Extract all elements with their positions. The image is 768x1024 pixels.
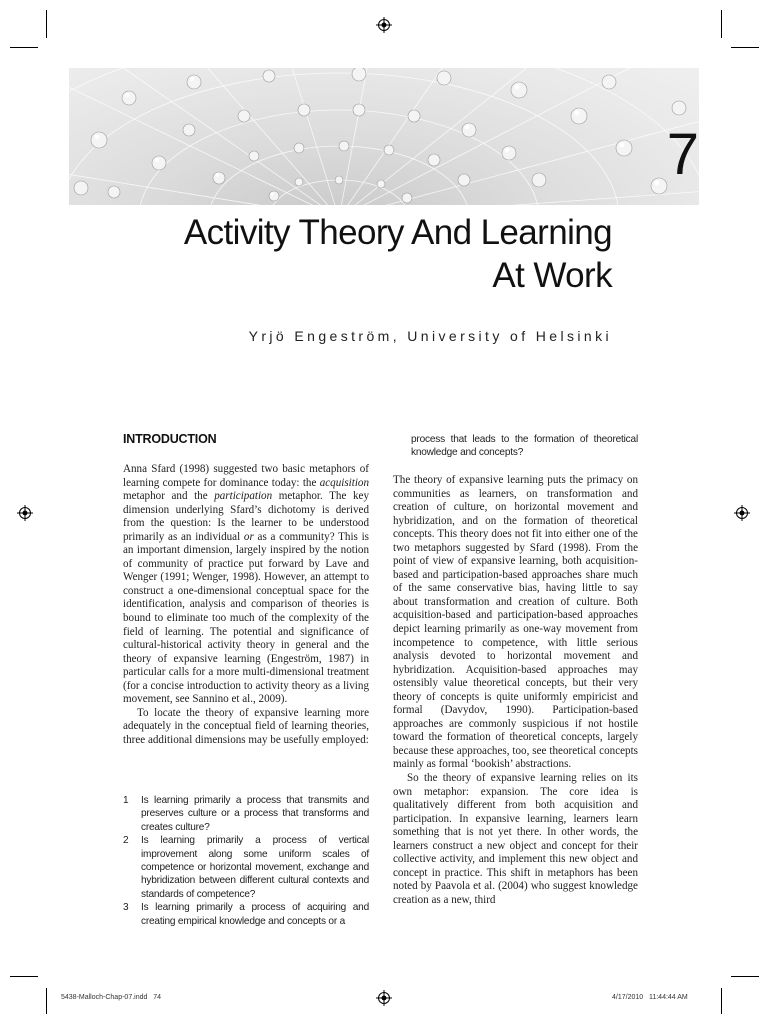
list-item	[393, 433, 638, 460]
column-left	[123, 463, 369, 747]
chapter-title-line: Activity Theory And Learning	[183, 213, 612, 252]
list-item	[123, 901, 369, 928]
chapter-title	[92, 211, 612, 297]
trim-mark	[10, 976, 38, 977]
trim-mark	[10, 47, 38, 48]
droplet-web-image	[69, 68, 699, 205]
paragraph	[123, 463, 369, 707]
numbered-list	[123, 794, 369, 928]
list-text: Is learning primarily a process of acquiring and creating empirical knowledge and concepts or a	[141, 902, 369, 927]
paragraph: So the theory of expansive learning relies on its own metaphor: expansion. The core idea is qualitatively different from both acquisition and participation. In expansive learning, learners learn something that is not yet there. In other words, the learners construct a new object and concept for their collective activity, and implement this new object and concept in practice. This shift in metaphors has been noted by Paavola et al. (2004) who suggest knowledge creation as a new, third	[393, 772, 638, 906]
trim-mark	[731, 47, 759, 48]
registration-mark-icon	[734, 505, 750, 521]
trim-mark	[46, 10, 47, 38]
chapter-banner	[69, 68, 699, 205]
trim-mark	[721, 988, 722, 1014]
registration-mark-icon	[376, 990, 392, 1006]
trim-mark	[46, 988, 47, 1014]
list-number: 3	[123, 902, 129, 914]
chapter-title-line: At Work	[492, 256, 612, 295]
list-continuation	[393, 433, 638, 460]
paragraph: To locate the theory of expansive learning more adequately in the conceptual field of learning theories, three additional dimensions may be usefully employed:	[123, 706, 369, 746]
list-number: 2	[123, 835, 129, 847]
footer-file-slug: 5438-Malloch-Chap-07.indd 74	[61, 994, 162, 1001]
list-number: 1	[123, 795, 129, 806]
list-item	[123, 834, 369, 901]
footer-timestamp: 4/17/2010 11:44:44 AM	[612, 994, 688, 1001]
paragraph: The theory of expansive learning puts the primacy on communities as learners, on transformation and creation of culture, on horizontal movement and hybridization, and on the formation of theoretical concepts. This theory does not fit into either one of the two metaphors suggested by Sfard (1998). From the point of view of expansive learning, both acquisition-based and participation-based approaches share much of the same conservative bias, having little to say about transformation and creation of culture. Both acquisition-based and participation-based approaches depict learning primarily as one-way movement from incompetence to competence, with little serious analysis devoted to horizontal movement and hybridization. Acquisition-based approaches may ostensibly value theoretical concepts, but their very theory of concepts is quite uniformly empiricist and formal (Davydov, 1990). Participation-based approaches are commonly suspicious if not hostile toward the formation of theoretical concepts, largely because these approaches, too, see theoretical concepts mainly as formal ‘bookish’ abstractions.	[393, 474, 638, 771]
trim-mark	[721, 10, 722, 38]
registration-mark-icon	[17, 505, 33, 521]
list-text: process that leads to the formation of theoretical knowledge and concepts?	[411, 434, 638, 459]
registration-mark-icon	[376, 17, 392, 33]
section-heading: INTRODUCTION	[123, 432, 217, 446]
list-text: Is learning primarily a process that transmits and preserves culture or a process that transforms and creates culture?	[141, 795, 369, 833]
column-right	[393, 474, 638, 908]
list-item	[123, 794, 369, 834]
trim-mark	[731, 976, 759, 977]
author-line: Yrjö Engeström, University of Helsinki	[248, 328, 612, 344]
chapter-number: 7	[666, 122, 698, 187]
paragraph-text: Anna Sfard (1998) suggested two basic metaphors of learning compete for dominance today: the acquisition metaphor and the participation metaphor. The key dimension underlying Sfard’s dichotomy is derived from the question: Is the learner to be understood primarily as an individual or as a community? This is an important dimension, largely inspired by the notion of community of practice put forward by Lave and Wenger (1991; Wenger, 1998). However, an attempt to construct a one-dimensional conceptual space for the identification, analysis and comparison of theories is bound to eliminate too much of the complexity of the field of learning. The potential and significance of cultural-historical activity theory in general and the theory of expansive learning (Engeström, 1987) in particular calls for a more multi-dimensional treatment (for a concise introduction to activity theory as a living movement, see Sannino et al., 2009).	[123, 463, 370, 706]
list-text: Is learning primarily a process of vertical improvement along some uniform scales of competence or horizontal movement, exchange and hybridization between different cultural contexts and standards of competence?	[141, 835, 369, 900]
